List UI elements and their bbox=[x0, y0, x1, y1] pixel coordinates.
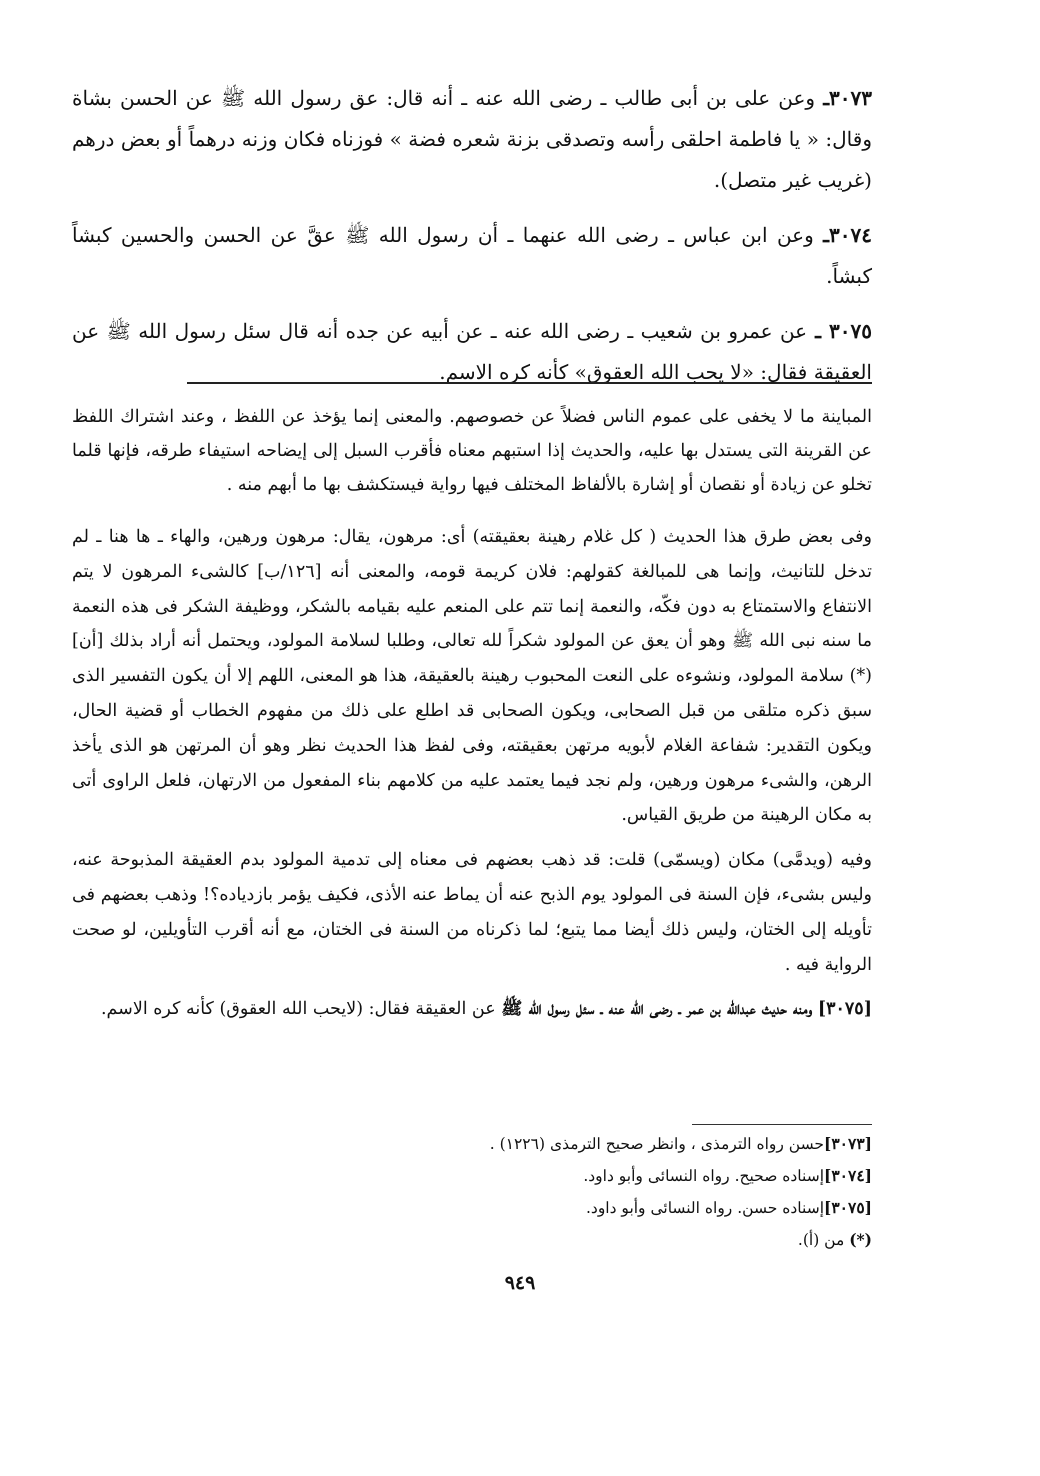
footnote-text: إسناده حسن. رواه النسائى وأبو داود. bbox=[585, 1199, 824, 1217]
hadith-line: (غريب غير متصل). bbox=[713, 168, 872, 192]
hadith-text: عن العقيقة فقال: (لايحب الله العقوق) كأنه كره الاسم. bbox=[100, 999, 496, 1020]
page-number: ٩٤٩ bbox=[504, 1272, 536, 1294]
hadith-chain: ومنه حديث عبدالله بن عمر ـ رضى الله عنه ـ سئل رسول الله ﷺ bbox=[501, 999, 813, 1020]
commentary-paragraph: وفيه (ويدمَّى) مكان (ويسمّى) قلت: قد ذهب بعضهم فى معناه إلى تدمية المولود بدم العقيقة المذبوحة عنه، وليس بشىء، فإن السنة فى المولود يوم الذبح عنه أن يماط عنه الأذى، فكيف يؤمر بازدياده؟! وذهب بعضهم فى تأويله إلى الختان، وليس ذلك أيضا مما يتبع؛ لما ذكرناه من السنة فى الختان، مع أنه أقرب التأويلين، لو صحت الرواية فيه . bbox=[72, 850, 872, 975]
hadith-line: وعن ابن عباس ـ رضى الله عنهما ـ أن رسول الله ﷺ عقَّ عن الحسن والحسين كبشاً bbox=[72, 223, 814, 247]
hadith-line: كبشاً. bbox=[826, 264, 872, 288]
commentary-paragraph: وفى بعض طرق هذا الحديث ( كل غلام رهينة بعقيقته) أى: مرهون، يقال: مرهون ورهين، والهاء ـ ها هنا ـ لم تدخل للتانيث، وإنما هى للمبالغة كقولهم: فلان كريمة قومه، والمعنى أنه [١٢٦/ب] كالشىء المرهون لا يتم الانتفاع والاستمتاع به دون فكّه، والنعمة إنما تتم على المنعم عليه بقيامه بالشكر، ووظيفة الشكر فى هذه النعمة ما سنه نبى الله ﷺ وهو أن يعق عن المولود شكراً لله تعالى، وطلبا لسلامة المولود، ويحتمل أنه أراد بذلك [أن](*) سلامة المولود، ونشوءه على النعت المحبوب رهينة بالعقيقة، هذا هو المعنى، اللهم إلا أن يكون التفسير الذى سبق ذكره متلقى من قبل الصحابى، ويكون الصحابى قد اطلع على ذلك من مفهوم الخطاب أو قضية الحال، ويكون التقدير: شفاعة الغلام لأبويه مرتهن بعقيقته، وفى لفظ هذا الحديث نظر وهو أن المرتهن هو الذى يأخذ الرهن، والشىء مرهون ورهين، ولم نجد فيما يعتمد عليه من كلامهم بناء المفعول من الارتهان، فلعل الراوى أتى به مكان الرهينة من طريق القياس. bbox=[72, 527, 872, 826]
footnote-ref: (*) bbox=[849, 1230, 872, 1249]
footnote bbox=[232, 1128, 872, 1160]
section-divider bbox=[187, 382, 872, 384]
footnote-ref: [٣٠٧٥] bbox=[824, 1198, 872, 1217]
hadith-3075: ٣٠٧٥ ـ عن عمرو بن شعيب ـ رضى الله عنه ـ عن أبيه عن جده أنه قال سئل رسول الله ﷺ عن العقيقة فقال: «لا يحب الله العقوق» كأنه كره الاسم. bbox=[72, 319, 873, 384]
hadith-number: ٣٠٧٣ bbox=[829, 86, 873, 110]
footnote bbox=[232, 1192, 872, 1224]
hadith-number: ٣٠٧٤ bbox=[829, 223, 872, 247]
footnote bbox=[232, 1160, 872, 1192]
footnote bbox=[232, 1224, 872, 1256]
commentary-paragraph bbox=[72, 992, 872, 1027]
footnote-text: من (أ). bbox=[797, 1231, 845, 1249]
hadith-line: عن عمرو بن شعيب ـ رضى الله عنه ـ عن أبيه عن جده أنه قال سئل رسول الله ﷺ bbox=[106, 319, 808, 343]
footnote-divider bbox=[692, 1124, 872, 1125]
commentary-paragraph: المباينة ما لا يخفى على عموم الناس فضلاً عن خصوصهم. والمعنى إنما يؤخذ عن اللفظ ، وعند اشتراك اللفظ عن القرينة التى يستدل بها عليه، والحديث إذا استبهم معناه فأقرب السبل إلى إيضاحه استيفاء طرقه، فإنها قلما تخلو عن زيادة أو نقصان أو إشارة بالألفاظ المختلف فيها رواية فيستكشف بها ما أبهم منه . bbox=[72, 407, 872, 495]
hadith-section bbox=[72, 78, 872, 407]
footnote-text: إسناده صحيح. رواه النسائى وأبو داود. bbox=[583, 1167, 824, 1185]
hadith-number: ٣٠٧٥ bbox=[829, 319, 873, 343]
hadith-line: وقال: « يا فاطمة احلقى رأسه وتصدقى بزنة شعره فضة » فوزناه فكان وزنه درهماً أو بعض درهم bbox=[72, 127, 872, 151]
footnotes bbox=[232, 1128, 872, 1256]
footnote-ref: [٣٠٧٣] bbox=[824, 1134, 872, 1153]
hadith-3073: ٣٠٧٣ـ وعن على بن أبى طالب ـ رضى الله عنه ـ أنه قال: عق رسول الله ﷺ عن الحسن بشاة وقال: « يا فاطمة احلقى رأسه وتصدقى بزنة شعره فضة » فوزناه فكان وزنه درهماً أو بعض درهم (غريب غير متصل). bbox=[72, 86, 873, 192]
hadith-3074: ٣٠٧٤ـ وعن ابن عباس ـ رضى الله عنهما ـ أن رسول الله ﷺ عقَّ عن الحسن والحسين كبشاً كبشاً. bbox=[72, 223, 872, 288]
commentary-section bbox=[72, 400, 872, 1037]
footnote-ref: [٣٠٧٤] bbox=[824, 1166, 872, 1185]
hadith-line: عن العقيقة فقال: «لا يحب الله العقوق» كأنه كره الاسم. bbox=[72, 319, 872, 384]
hadith-ref: [٣٠٧٥] bbox=[817, 999, 872, 1020]
hadith-line: وعن على بن أبى طالب ـ رضى الله عنه ـ أنه قال: عق رسول الله ﷺ عن الحسن بشاة bbox=[72, 86, 816, 110]
footnote-text: حسن رواه الترمذى ، وانظر صحيح الترمذى (١٢٢٦) . bbox=[489, 1135, 824, 1153]
